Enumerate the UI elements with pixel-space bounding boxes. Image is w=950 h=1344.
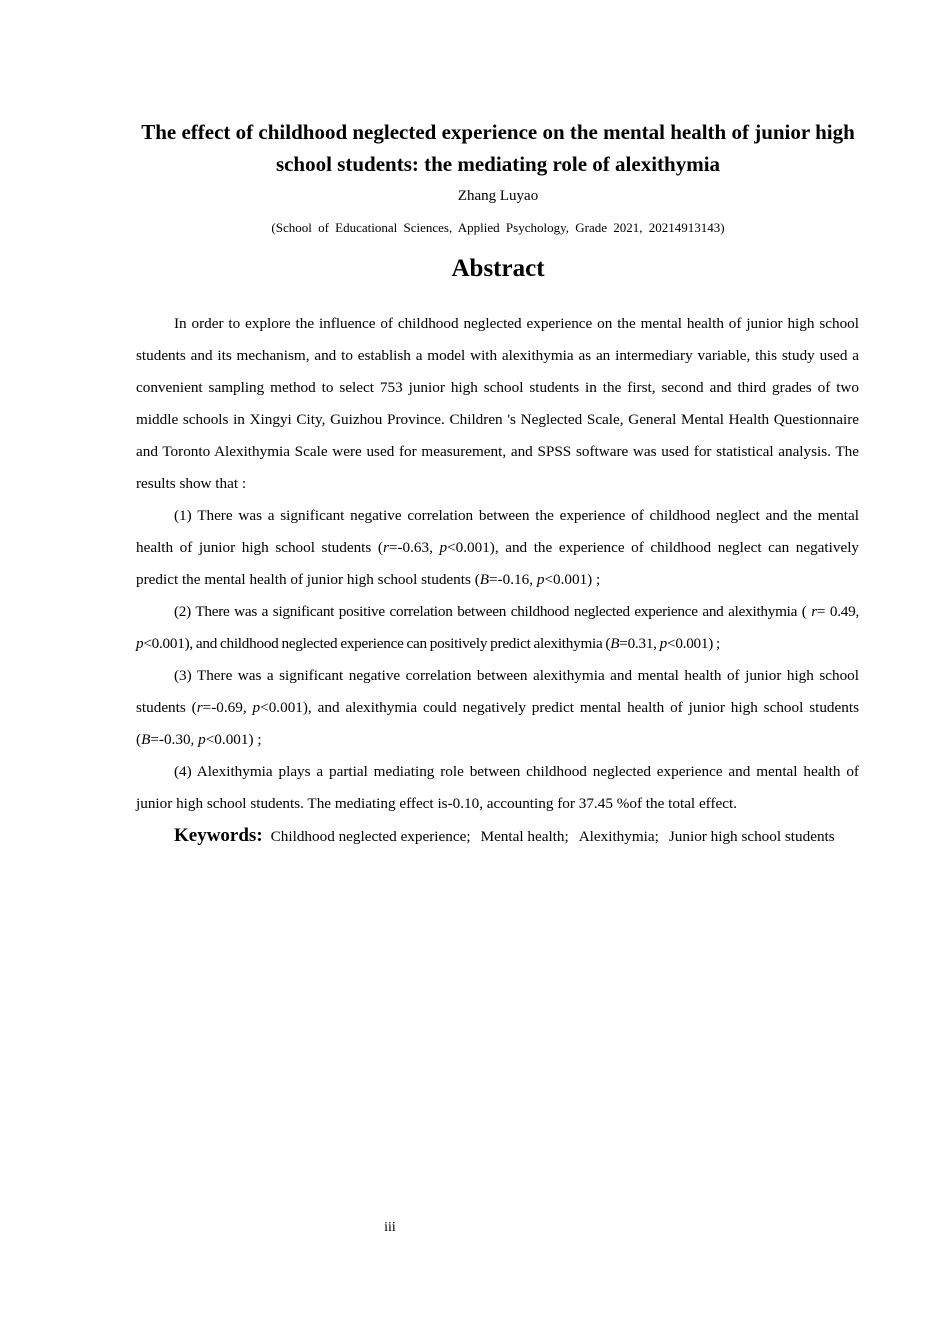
author-affiliation: (School of Educational Sciences, Applied Psychology, Grade 2021, 20214913143) — [271, 220, 725, 235]
abstract-body — [136, 308, 859, 853]
finding-2-text: = 0.49, — [816, 603, 859, 620]
page-number: iii — [384, 1220, 396, 1235]
statistic-symbol: B — [479, 571, 490, 588]
finding-1-paragraph — [136, 500, 859, 596]
finding-2-text: <0.001) ; — [667, 635, 720, 652]
finding-1-text: <0.001), and the experience of childhood neglect can negatively predict the mental health of junior high school students ( — [136, 539, 860, 588]
finding-3-text: <0.001) ; — [205, 731, 262, 748]
keyword-item: Mental health; — [480, 828, 569, 845]
finding-3-text: <0.001), and alexithymia could negatively predict mental health of junior high school students ( — [136, 699, 859, 748]
finding-3-text: =-0.30, — [150, 731, 199, 748]
finding-3-text: (3) There was a significant negative correlation between alexithymia and mental health of junior high school students ( — [136, 667, 859, 716]
statistic-symbol: r — [196, 699, 203, 716]
author-name: Zhang Luyao — [457, 188, 539, 204]
keywords-label: Keywords: — [174, 825, 263, 846]
keyword-item: Alexithymia; — [578, 828, 659, 845]
statistic-symbol: p — [136, 635, 144, 652]
abstract-heading: Abstract — [451, 255, 545, 282]
finding-2-text: (2) There was a significant positive correlation between childhood neglected experience and alexithymia ( — [174, 603, 812, 620]
statistic-symbol: p — [536, 571, 545, 588]
statistic-symbol: p — [198, 731, 206, 748]
finding-1-text: <0.001) ; — [544, 571, 601, 588]
abstract-intro-paragraph: In order to explore the influence of childhood neglected experience on the mental health of junior high school students and its mechanism, and to establish a model with alexithymia as an intermediary variable, this study used a convenient sampling method to select 753 junior high school students in the first, second and third grades of two middle schools in Xingyi City, Guizhou Province. Children 's Neglected Scale, General Mental Health Questionnaire and Toronto Alexithymia Scale were used for measurement, and SPSS software was used for statistical analysis. The results show that : — [136, 315, 859, 492]
statistic-symbol: r — [382, 539, 389, 556]
keywords-paragraph — [136, 820, 859, 853]
finding-2-text: =0.31, — [619, 635, 660, 652]
finding-3-text: =-0.69, — [202, 699, 253, 716]
finding-3-paragraph — [136, 660, 859, 756]
finding-4-paragraph: (4) Alexithymia plays a partial mediating role between childhood neglected experience and mental health of junior high school students. The mediating effect is-0.10, accounting for 37.45 %of the total effect. — [136, 763, 859, 812]
statistic-symbol: r — [811, 603, 817, 620]
finding-2-text: <0.001), and childhood neglected experience can positively predict alexithymia ( — [143, 635, 611, 652]
statistic-symbol: p — [439, 539, 448, 556]
paper-title: The effect of childhood neglected experience on the mental health of junior high school students: the mediating role of alexithymia — [141, 120, 855, 176]
keyword-item: Childhood neglected experience; — [270, 828, 471, 845]
finding-1-text: =-0.16, — [489, 571, 537, 588]
keyword-item: Junior high school students — [668, 828, 835, 845]
statistic-symbol: p — [252, 699, 261, 716]
statistic-symbol: p — [659, 635, 667, 652]
finding-1-text: =-0.63, — [388, 539, 440, 556]
statistic-symbol: B — [141, 731, 151, 748]
finding-2-paragraph — [136, 596, 859, 660]
statistic-symbol: B — [610, 635, 620, 652]
finding-1-text: (1) There was a significant negative correlation between the experience of childhood neglect and the mental health of junior high school students ( — [136, 507, 859, 556]
